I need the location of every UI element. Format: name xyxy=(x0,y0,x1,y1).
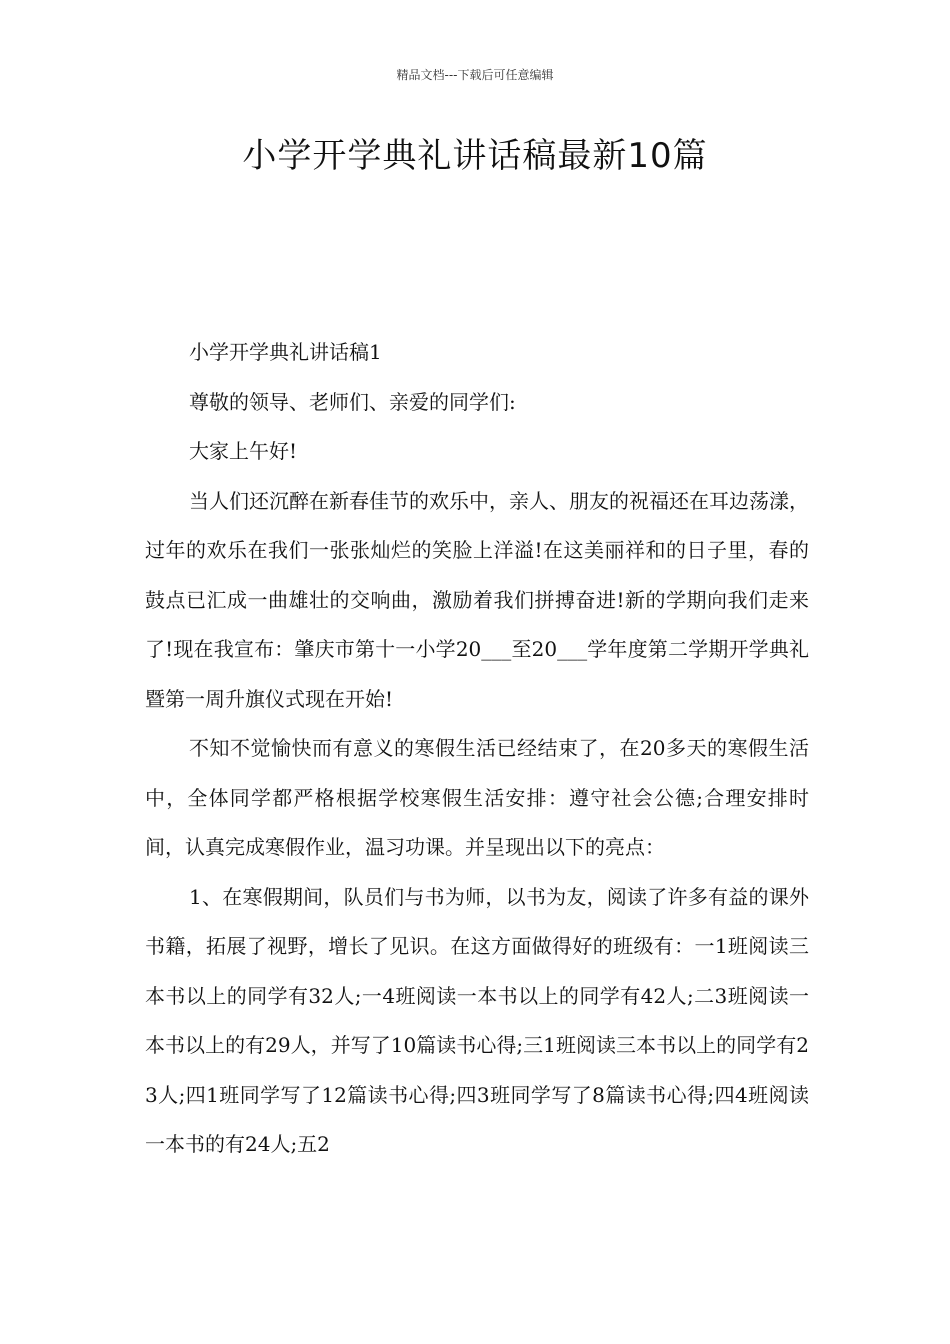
section-heading: 小学开学典礼讲话稿1 xyxy=(189,340,382,364)
body-paragraph: 1、在寒假期间，队员们与书为师，以书为友，阅读了许多有益的课外书籍，拓展了视野，增长了见识。在这方面做得好的班级有：一1班阅读三本书以上的同学有32人;一4班阅读一本书以上的同学有42人;二3班阅读一本书以上的有29人，并写了10篇读书心得;三1班阅读三本书以上的同学有23人;四1班同学写了12篇读书心得;四3班同学写了8篇读书心得;四4班阅读一本书的有24人;五2 xyxy=(145,884,809,1156)
body-paragraph: 当人们还沉醉在新春佳节的欢乐中，亲人、朋友的祝福还在耳边荡漾，过年的欢乐在我们一张张灿烂的笑脸上洋溢!在这美丽祥和的日子里，春的鼓点已汇成一曲雄壮的交响曲，激励着我们拼搏奋进!新的学期向我们走来了!现在我宣布：肇庆市第十一小学20___至20___学年度第二学期开学典礼暨第一周升旗仪式现在开始! xyxy=(145,488,809,711)
salutation: 尊敬的领导、老师们、亲爱的同学们: xyxy=(189,389,516,414)
header-note: 精品文档---下载后可任意编辑 xyxy=(396,68,554,82)
document-body xyxy=(145,328,809,1170)
greeting: 大家上午好! xyxy=(189,439,298,463)
body-paragraph: 不知不觉愉快而有意义的寒假生活已经结束了，在20多天的寒假生活中，全体同学都严格根据学校寒假生活安排：遵守社会公德;合理安排时间，认真完成寒假作业，温习功课。并呈现出以下的亮点： xyxy=(145,736,809,859)
document-title: 小学开学典礼讲话稿最新10篇 xyxy=(242,136,708,176)
